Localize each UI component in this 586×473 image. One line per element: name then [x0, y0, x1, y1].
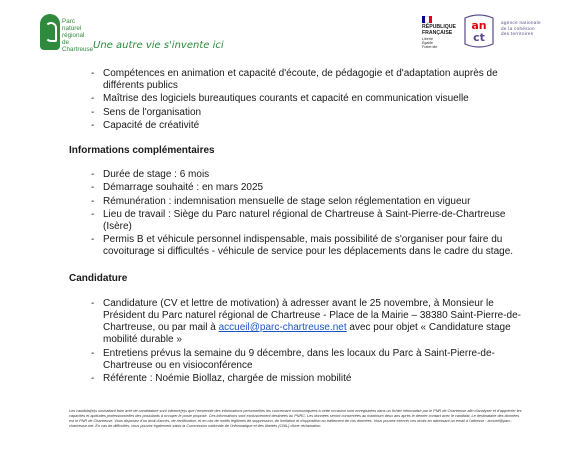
skills-list [69, 68, 527, 132]
list-item: - Référente : Noémie Biollaz, chargée de mission mobilité [69, 373, 527, 385]
application-list [69, 298, 527, 385]
flag-icon [422, 16, 432, 23]
list-item: - Rémunération : indemnisation mensuelle de stage selon réglementation en vigueur [69, 196, 527, 208]
list-item: - Durée de stage : 6 mois [69, 169, 527, 181]
slogan: Une autre vie s'invente ici [93, 40, 224, 51]
anct-logo-icon [463, 14, 495, 48]
list-item: - Compétences en animation et capacité d'écoute, de pédagogie et d'adaptation auprès de différents publics [69, 68, 527, 92]
pnr-logo-text: Parc naturel régional de Chartreuse [62, 18, 94, 53]
document-body [69, 68, 527, 385]
list-item: - Candidature (CV et lettre de motivation) à adresser avant le 25 novembre, à Monsieur le Président du Parc naturel régional de Chartreuse - Place de la Mairie – 38380 Saint-Pierre-de- Chartreuse, ou par mail à accueil@parc-chartreuse.net avec pour objet « Candidature stage mobilité durable » [69, 298, 527, 347]
info-list [69, 169, 527, 258]
list-item: - Permis B et véhicule personnel indispensable, mais possibilité de s'organiser pour faire du covoiturage si difficultés - véhicule de service pour les déplacements dans le cadre du stage. [69, 234, 527, 258]
page-header [0, 0, 586, 66]
section-title-application: Candidature [69, 272, 128, 284]
list-item: - Entretiens prévus la semaine du 9 décembre, dans les locaux du Parc à Saint-Pierre-de- Chartreuse ou en visioconférence [69, 348, 527, 372]
anct-letters-top: an [471, 19, 487, 32]
republique-francaise-logo: RÉPUBLIQUE FRANÇAISE Liberté Égalité Fraternité [422, 16, 458, 60]
pnr-chartreuse-logo [40, 12, 92, 54]
privacy-footnote: Les candidat(e)s souhaitant faire acte de candidature sont informé(e)s que l'ensemble des informations personnelles les concernant communiquées à cette occasion sont enregistrées dans un fichier informatisé par le PNR de Chartreuse afin d'analyser et d'apprécier les capacités et aptitudes professionnelles des postulants à occuper le poste proposé. Ces informations sont exclusivement destinées au PNRC. Les données seront conservées au maximum deux ans après le dernier contact avec le candidat. Le destinataire des données est le PNR de Chartreuse. Vous disposez d'un droit d'accès, de rectification, et en cas de motifs légitimes de suppression, de limitation et d'opposition au traitement de vos données. Vous pouvez exercer ces droits en adressant un email à l'adresse : accueil@parc-chartreuse.net. En cas de difficultés, vous pouvez également saisir la Commission nationale de l'informatique et des libertés (CNIL) d'une réclamation. [69, 409, 522, 428]
anct-letters-bottom: ct [473, 31, 485, 44]
section-title-info: Informations complémentaires [69, 145, 215, 157]
list-item: - Lieu de travail : Siège du Parc naturel régional de Chartreuse à Saint-Pierre-de-Chartreuse (Isère) [69, 209, 527, 233]
leaf-icon [40, 14, 60, 50]
list-item: - Capacité de créativité [69, 120, 527, 132]
email-link[interactable]: accueil@parc-chartreuse.net [218, 322, 347, 334]
list-item: - Démarrage souhaité : en mars 2025 [69, 182, 527, 194]
list-item: - Maîtrise des logiciels bureautiques courants et capacité en communication visuelle [69, 93, 527, 105]
list-item: - Sens de l'organisation [69, 107, 527, 119]
anct-name: agence nationale de la cohésion des territoires [501, 20, 541, 37]
